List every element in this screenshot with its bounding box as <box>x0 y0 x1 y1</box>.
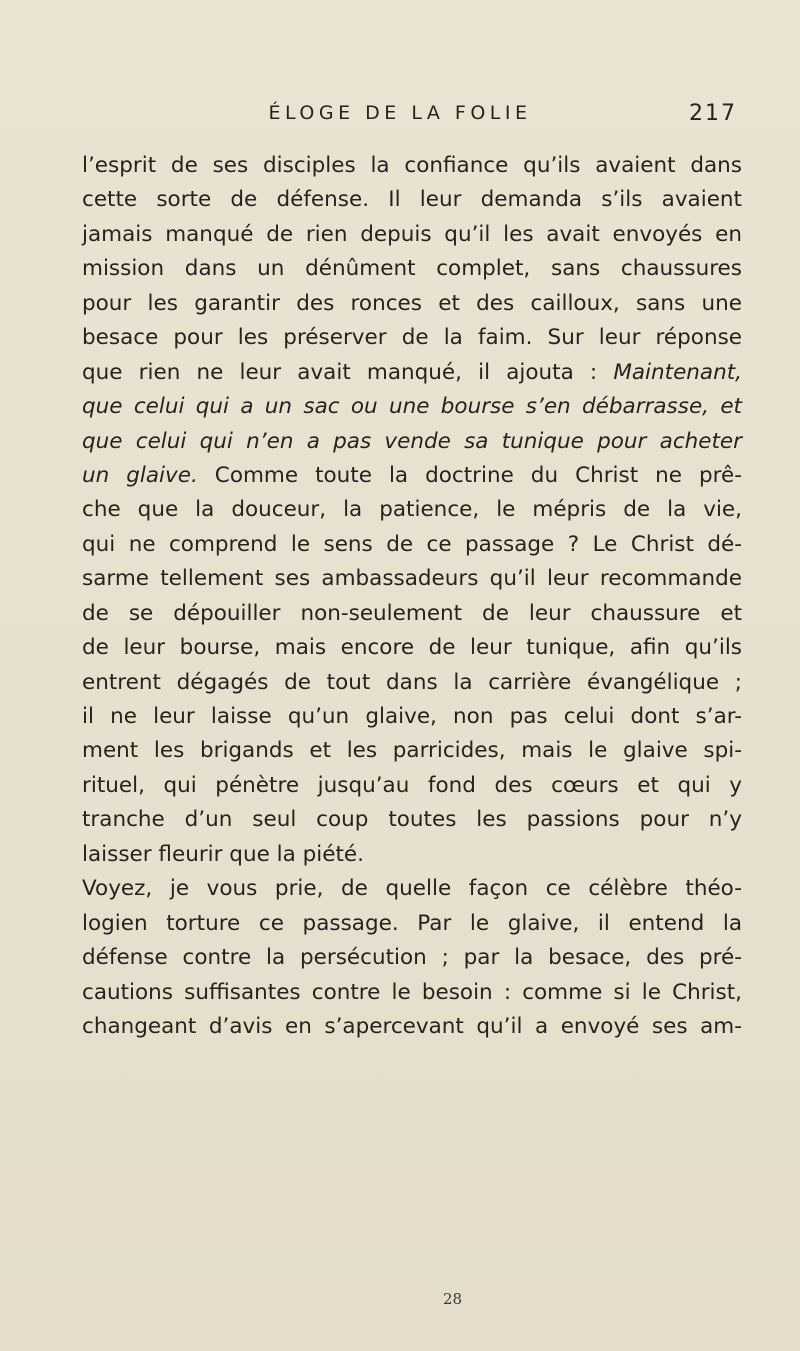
page-header <box>0 100 800 140</box>
italic-text: que celui qui n’en a pas vende sa tunique pour acheter <box>82 428 742 454</box>
text-segment: laisser fleurir que la piété. <box>82 841 364 867</box>
text-line <box>82 907 742 941</box>
text-segment: cette sorte de défense. Il leur demanda s’ils avaient <box>82 187 742 213</box>
text-segment: tranche d’un seul coup toutes les passions pour n’y <box>82 807 742 833</box>
italic-text: un glaive. <box>82 462 198 488</box>
text-segment: jamais manqué de rien depuis qu’il les avait envoyés en <box>82 221 742 247</box>
text-line <box>82 287 742 321</box>
text-segment: logien torture ce passage. Par le glaive, il entend la <box>82 910 742 936</box>
text-line <box>82 872 742 906</box>
text-line <box>82 149 742 183</box>
text-line <box>82 1010 742 1044</box>
text-line <box>82 597 742 631</box>
text-segment: pour les garantir des ronces et des cailloux, sans une <box>82 290 742 316</box>
text-line <box>82 769 742 803</box>
text-line <box>82 666 742 700</box>
text-segment: sarme tellement ses ambassadeurs qu’il leur recommande <box>82 566 742 592</box>
body-text <box>82 149 742 1044</box>
text-line <box>82 459 742 493</box>
text-line <box>82 321 742 355</box>
text-segment: che que la douceur, la patience, le mépris de la vie, <box>82 497 742 523</box>
text-segment: l’esprit de ses disciples la confiance qu’ils avaient dans <box>82 153 742 178</box>
text-line <box>82 700 742 734</box>
text-segment: Comme toute la doctrine du Christ ne prê- <box>197 462 742 488</box>
text-line <box>82 390 742 424</box>
text-segment: Voyez, je vous prie, de quelle façon ce célèbre théo- <box>82 876 742 902</box>
text-segment: qui ne comprend le sens de ce passage ? Le Christ dé- <box>82 531 742 557</box>
text-line <box>82 425 742 459</box>
text-segment: entrent dégagés de tout dans la carrière évangélique ; <box>82 669 742 695</box>
text-segment: changeant d’avis en s’apercevant qu’il a envoyé ses am- <box>82 1013 742 1039</box>
text-segment: que rien ne leur avait manqué, il ajouta : <box>82 359 614 385</box>
text-line <box>82 941 742 975</box>
italic-text: Maintenant, <box>613 359 742 385</box>
text-line <box>82 252 742 286</box>
text-segment: il ne leur laisse qu’un glaive, non pas celui dont s’ar- <box>82 704 742 729</box>
text-segment: cautions suffisantes contre le besoin : comme si le Christ, <box>82 979 742 1005</box>
running-title: ÉLOGE DE LA FOLIE <box>268 102 532 124</box>
text-line <box>82 631 742 665</box>
printer-signature-mark: 28 <box>443 1290 463 1308</box>
text-segment: de leur bourse, mais encore de leur tunique, afin qu’ils <box>82 635 742 661</box>
text-line <box>82 218 742 252</box>
text-segment: besace pour les préserver de la faim. Sur leur réponse <box>82 325 742 351</box>
text-line <box>82 183 742 217</box>
text-line <box>82 493 742 527</box>
text-segment: ment les brigands et les parricides, mais le glaive spi- <box>82 738 742 764</box>
text-line <box>82 838 742 872</box>
italic-text: que celui qui a un sac ou une bourse s’en débarrasse, et <box>82 394 742 420</box>
text-segment: défense contre la persécution ; par la besace, des pré- <box>82 945 742 971</box>
text-line <box>82 803 742 837</box>
page-number: 217 <box>689 101 737 126</box>
text-segment: rituel, qui pénètre jusqu’au fond des cœurs et qui y <box>82 772 742 798</box>
text-line <box>82 528 742 562</box>
text-line <box>82 562 742 596</box>
text-segment: mission dans un dénûment complet, sans chaussures <box>82 256 742 282</box>
text-line <box>82 356 742 390</box>
text-segment: de se dépouiller non-seulement de leur chaussure et <box>82 600 742 626</box>
text-line <box>82 976 742 1010</box>
text-line <box>82 734 742 768</box>
